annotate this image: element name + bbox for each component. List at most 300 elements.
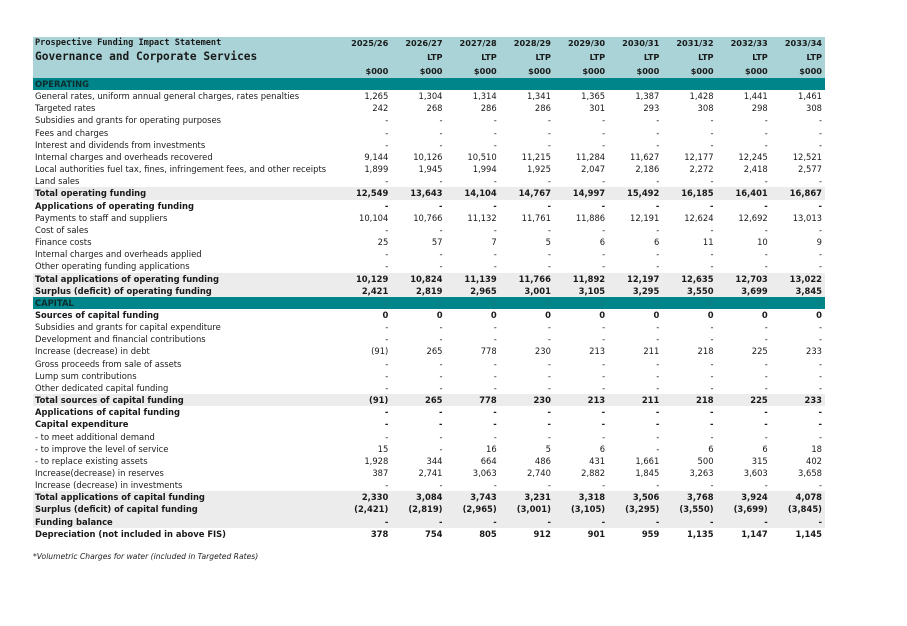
header-spacer	[33, 64, 337, 78]
value-cell: 1,461	[798, 91, 822, 102]
plan-header: LTP	[391, 50, 445, 64]
value-cell: (91)	[371, 346, 389, 357]
row-label: Surplus (deficit) of capital funding	[33, 503, 337, 515]
value-cell: 0	[545, 309, 551, 320]
value-cell: 10,510	[467, 151, 497, 162]
value-cell: 402	[806, 455, 822, 466]
value-cell: -	[710, 249, 714, 260]
value-cell: (2,421)	[337, 503, 391, 515]
value-cell: 3,603	[743, 468, 768, 478]
value-cell: 12,549	[337, 187, 391, 199]
value-cell: 13,013	[792, 212, 822, 223]
value-cell: 11,766	[500, 273, 554, 285]
table-row	[33, 528, 825, 540]
value-cell: -	[764, 370, 768, 381]
value-cell: -	[439, 224, 443, 235]
value-cell: -	[385, 176, 389, 187]
table-row	[33, 394, 825, 406]
value-cell: -	[493, 322, 497, 333]
value-cell	[391, 78, 445, 90]
table-row	[33, 406, 825, 418]
value-cell: -	[439, 370, 443, 381]
table-row	[33, 467, 825, 479]
value-cell: 3,001	[500, 285, 554, 297]
value-cell: -	[818, 431, 822, 442]
value-cell: -	[493, 224, 497, 235]
value-cell: 1,428	[689, 91, 714, 102]
value-cell: -	[710, 322, 714, 333]
value-cell: 5	[545, 237, 551, 248]
value-cell: 13,022	[771, 273, 825, 285]
value-cell: 0	[761, 309, 768, 320]
value-cell: -	[818, 370, 822, 381]
row-label: Fees and charges	[35, 127, 109, 138]
plan-header: LTP	[446, 50, 500, 64]
value-cell: -	[385, 382, 389, 393]
value-cell: -	[655, 419, 660, 430]
table-row	[33, 382, 825, 394]
table-row	[33, 285, 825, 297]
value-cell: -	[717, 516, 771, 528]
table-row	[33, 102, 825, 114]
value-cell: -	[547, 261, 551, 272]
value-cell: -	[439, 419, 443, 430]
row-label: Sources of capital funding	[35, 309, 160, 320]
plan-header: LTP	[554, 50, 608, 64]
year-header: 2026/27	[391, 37, 445, 50]
row-label: Capital expenditure	[35, 419, 129, 430]
unit-header: $000	[717, 64, 771, 78]
year-header: 2030/31	[608, 37, 662, 50]
value-cell: 3,658	[798, 468, 822, 478]
row-label: Gross proceeds from sale of assets	[35, 358, 182, 369]
value-cell: -	[601, 200, 606, 211]
value-cell: -	[385, 322, 389, 333]
value-cell: 3,318	[554, 491, 608, 503]
value-cell: -	[547, 200, 551, 211]
value-cell: -	[710, 176, 714, 187]
value-cell: -	[385, 370, 389, 381]
value-cell: 2,047	[581, 164, 606, 175]
table-row	[33, 175, 825, 187]
value-cell: 293	[643, 103, 660, 114]
value-cell: 4,078	[771, 491, 825, 503]
value-cell: -	[602, 431, 606, 442]
row-label: Lump sum contributions	[35, 370, 137, 381]
value-cell: 11,215	[521, 151, 551, 162]
value-cell: 225	[717, 394, 771, 406]
value-cell: -	[602, 358, 606, 369]
value-cell: -	[764, 334, 768, 345]
value-cell: -	[439, 443, 443, 454]
value-cell: -	[547, 139, 551, 150]
value-cell: 11,886	[575, 212, 606, 223]
table-row	[33, 273, 825, 285]
value-cell: 6	[599, 443, 606, 454]
value-cell: (91)	[337, 394, 391, 406]
value-cell: 12,703	[717, 273, 771, 285]
value-cell: 14,767	[500, 187, 554, 199]
header-row-plan	[33, 50, 825, 64]
unit-header: $000	[608, 64, 662, 78]
value-cell	[608, 78, 662, 90]
table-row	[33, 503, 825, 515]
value-cell: 11,284	[575, 151, 606, 162]
value-cell: 10,129	[337, 273, 391, 285]
value-cell: 1,135	[687, 528, 714, 539]
value-cell: 213	[589, 346, 606, 357]
row-label: Total applications of capital funding	[33, 491, 337, 503]
value-cell: 298	[751, 103, 768, 114]
value-cell: 0	[446, 297, 500, 309]
value-cell: 1,145	[795, 528, 822, 539]
value-cell	[554, 78, 608, 90]
row-label: Land sales	[35, 176, 80, 187]
value-cell: 25	[377, 237, 389, 248]
value-cell: -	[384, 419, 389, 430]
value-cell: -	[656, 370, 660, 381]
value-cell: -	[656, 443, 660, 454]
value-cell: 268	[426, 103, 443, 114]
value-cell: -	[818, 419, 822, 430]
row-label: Internal charges and overheads recovered	[35, 151, 213, 162]
table-row	[33, 163, 825, 175]
value-cell: -	[602, 334, 606, 345]
value-cell: (3,699)	[717, 503, 771, 515]
value-cell: 2,186	[635, 164, 660, 175]
value-cell: 211	[608, 394, 662, 406]
value-cell: -	[656, 249, 660, 260]
value-cell: -	[602, 261, 606, 272]
value-cell: 6	[708, 443, 714, 454]
row-label: Interest and dividends from investments	[35, 139, 206, 150]
value-cell: -	[384, 200, 389, 211]
header-row-years	[33, 37, 825, 50]
table-row	[33, 90, 825, 102]
value-cell: -	[656, 480, 660, 491]
value-cell: -	[710, 115, 714, 126]
year-header: 2028/29	[500, 37, 554, 50]
value-cell: -	[764, 419, 768, 430]
value-cell: 1,441	[743, 91, 768, 102]
value-cell: -	[818, 480, 822, 491]
value-cell: 1,994	[472, 164, 497, 175]
value-cell: -	[493, 200, 497, 211]
value-cell: 901	[587, 528, 606, 539]
row-label: Internal charges and overheads applied	[35, 249, 202, 260]
value-cell: 1,945	[418, 164, 443, 175]
value-cell	[337, 78, 391, 90]
value-cell: -	[764, 480, 768, 491]
value-cell: 6	[762, 443, 768, 454]
value-cell: -	[493, 370, 497, 381]
value-cell: -	[764, 261, 768, 272]
value-cell: 213	[554, 394, 608, 406]
value-cell: 12,191	[630, 212, 660, 223]
unit-header: $000	[662, 64, 716, 78]
table-row	[33, 187, 825, 199]
row-label: Surplus (deficit) of operating funding	[33, 285, 337, 297]
value-cell: -	[656, 261, 660, 272]
row-label: Other dedicated capital funding	[35, 382, 169, 393]
value-cell: 0	[816, 309, 822, 320]
value-cell: -	[547, 407, 551, 418]
table-row	[33, 114, 825, 126]
value-cell: -	[710, 200, 714, 211]
value-cell: -	[818, 176, 822, 187]
table-row	[33, 345, 825, 357]
row-label: Depreciation (not included in above FIS)	[35, 528, 227, 539]
value-cell: -	[500, 516, 554, 528]
value-cell: 0	[771, 297, 825, 309]
row-label: Subsidies and grants for capital expenditure	[35, 322, 221, 333]
value-cell: -	[602, 139, 606, 150]
value-cell: 12,635	[662, 273, 716, 285]
value-cell: -	[710, 127, 714, 138]
value-cell: 11,132	[467, 212, 497, 223]
table-row	[33, 431, 825, 443]
value-cell: -	[656, 127, 660, 138]
value-cell: 778	[480, 346, 497, 357]
unit-header: $000	[554, 64, 608, 78]
value-cell: -	[385, 139, 389, 150]
value-cell: -	[710, 261, 714, 272]
row-label: Other operating funding applications	[35, 261, 190, 272]
value-cell: -	[655, 407, 660, 418]
row-label: Increase (decrease) in investments	[35, 480, 183, 491]
value-cell: -	[764, 322, 768, 333]
row-label: - to improve the level of service	[35, 443, 169, 454]
value-cell: 0	[500, 297, 554, 309]
table-row	[33, 151, 825, 163]
value-cell: -	[764, 127, 768, 138]
value-cell: -	[601, 419, 606, 430]
value-cell: 16,401	[717, 187, 771, 199]
value-cell: -	[446, 516, 500, 528]
value-cell: -	[547, 480, 551, 491]
value-cell: 14,997	[554, 187, 608, 199]
value-cell: -	[385, 249, 389, 260]
value-cell: (3,105)	[554, 503, 608, 515]
value-cell: 3,699	[717, 285, 771, 297]
value-cell: -	[439, 261, 443, 272]
value-cell: -	[547, 431, 551, 442]
row-label: Total applications of operating funding	[33, 273, 337, 285]
value-cell: -	[493, 407, 497, 418]
value-cell: -	[656, 334, 660, 345]
table-row	[33, 491, 825, 503]
value-cell: -	[602, 115, 606, 126]
value-cell: -	[771, 516, 825, 528]
value-cell: -	[656, 139, 660, 150]
value-cell: 805	[479, 528, 497, 539]
value-cell: 7	[491, 237, 497, 248]
value-cell: 265	[426, 346, 443, 357]
value-cell: 9,144	[364, 151, 389, 162]
value-cell: -	[601, 407, 606, 418]
value-cell: 1,387	[635, 91, 660, 102]
value-cell: -	[385, 334, 389, 345]
value-cell: -	[764, 249, 768, 260]
value-cell: 2,577	[798, 164, 822, 175]
value-cell: -	[384, 407, 389, 418]
value-cell: -	[656, 176, 660, 187]
value-cell: -	[710, 407, 714, 418]
unit-header: $000	[337, 64, 391, 78]
value-cell: -	[493, 480, 497, 491]
value-cell: 3,924	[717, 491, 771, 503]
value-cell: -	[547, 370, 551, 381]
value-cell: 233	[806, 346, 822, 357]
value-cell: 0	[554, 297, 608, 309]
value-cell: -	[818, 358, 822, 369]
value-cell: -	[818, 127, 822, 138]
value-cell: -	[764, 139, 768, 150]
row-label: Subsidies and grants for operating purposes	[35, 115, 222, 126]
row-label: Applications of capital funding	[35, 407, 180, 418]
value-cell: 242	[372, 103, 389, 114]
value-cell: -	[385, 127, 389, 138]
value-cell: -	[602, 370, 606, 381]
value-cell: 286	[534, 103, 551, 114]
value-cell: -	[655, 200, 660, 211]
value-cell: 0	[608, 297, 662, 309]
value-cell: 3,063	[472, 468, 497, 478]
value-cell: 1,925	[526, 164, 551, 175]
table-row	[33, 479, 825, 491]
row-label: Targeted rates	[35, 103, 96, 114]
value-cell: 3,084	[391, 491, 445, 503]
value-cell: 959	[641, 528, 660, 539]
value-cell: -	[385, 431, 389, 442]
value-cell: 286	[480, 103, 497, 114]
value-cell: 3,768	[662, 491, 716, 503]
value-cell: 754	[425, 528, 443, 539]
value-cell: -	[710, 224, 714, 235]
value-cell: 3,295	[608, 285, 662, 297]
value-cell: -	[385, 115, 389, 126]
value-cell: -	[547, 419, 551, 430]
value-cell: -	[493, 334, 497, 345]
value-cell: -	[710, 480, 714, 491]
value-cell: -	[385, 261, 389, 272]
value-cell: -	[493, 127, 497, 138]
value-cell: -	[710, 382, 714, 393]
value-cell: -	[656, 431, 660, 442]
row-label: Increase(decrease) in reserves	[35, 468, 164, 478]
value-cell: -	[764, 358, 768, 369]
value-cell: 10	[757, 237, 768, 248]
value-cell: 5	[545, 443, 551, 454]
value-cell: (3,001)	[500, 503, 554, 515]
value-cell: 0	[337, 297, 391, 309]
value-cell: 2,418	[743, 164, 768, 175]
value-cell: -	[764, 382, 768, 393]
value-cell: -	[818, 382, 822, 393]
value-cell: -	[602, 382, 606, 393]
value-cell: -	[493, 176, 497, 187]
table-row	[33, 455, 825, 467]
table-row	[33, 248, 825, 260]
value-cell: 431	[589, 455, 606, 466]
value-cell: -	[710, 431, 714, 442]
value-cell: -	[602, 322, 606, 333]
value-cell: 378	[370, 528, 389, 539]
value-cell: 11,892	[554, 273, 608, 285]
value-cell: -	[547, 249, 551, 260]
value-cell: 6	[599, 237, 606, 248]
value-cell: 664	[480, 455, 497, 466]
value-cell: 308	[806, 103, 822, 114]
plan-header: LTP	[662, 50, 716, 64]
value-cell: 0	[382, 309, 389, 320]
value-cell: -	[493, 382, 497, 393]
year-header: 2031/32	[662, 37, 716, 50]
table-row	[33, 309, 825, 321]
value-cell: (2,965)	[446, 503, 500, 515]
value-cell: 2,740	[526, 468, 551, 478]
value-cell: -	[547, 322, 551, 333]
section-header-row	[33, 78, 825, 90]
row-label: Finance costs	[35, 237, 92, 248]
value-cell: 10,104	[359, 212, 389, 223]
value-cell: 16,185	[662, 187, 716, 199]
value-cell: 500	[697, 455, 714, 466]
value-cell: -	[385, 480, 389, 491]
value-cell: 912	[533, 528, 551, 539]
value-cell: 3,263	[689, 468, 714, 478]
value-cell: -	[818, 249, 822, 260]
value-cell: -	[493, 358, 497, 369]
value-cell: 0	[436, 309, 443, 320]
value-cell: 2,741	[418, 468, 443, 478]
value-cell: 2,330	[337, 491, 391, 503]
year-header: 2033/34	[771, 37, 825, 50]
value-cell: 11,761	[521, 212, 551, 223]
value-cell: 1,314	[472, 91, 497, 102]
value-cell: (2,819)	[391, 503, 445, 515]
value-cell: 387	[372, 468, 389, 478]
value-cell: -	[764, 115, 768, 126]
value-cell	[771, 78, 825, 90]
value-cell: -	[710, 139, 714, 150]
value-cell: 10,766	[413, 212, 443, 223]
row-label: OPERATING	[33, 78, 337, 90]
table-row	[33, 321, 825, 333]
value-cell: 3,231	[500, 491, 554, 503]
value-cell: -	[493, 261, 497, 272]
value-cell: -	[385, 224, 389, 235]
value-cell: 211	[643, 346, 660, 357]
table-row	[33, 370, 825, 382]
unit-header: $000	[446, 64, 500, 78]
table-row	[33, 443, 825, 455]
value-cell: 0	[490, 309, 497, 320]
value-cell: -	[656, 322, 660, 333]
value-cell: 1,265	[364, 91, 389, 102]
value-cell: -	[439, 127, 443, 138]
value-cell: 0	[717, 297, 771, 309]
value-cell: 12,692	[738, 212, 768, 223]
value-cell: -	[818, 322, 822, 333]
value-cell: 12,197	[608, 273, 662, 285]
value-cell: 2,965	[446, 285, 500, 297]
value-cell	[662, 78, 716, 90]
value-cell: 6	[653, 237, 660, 248]
value-cell: -	[764, 200, 768, 211]
row-label: CAPITAL	[33, 297, 337, 309]
value-cell: -	[439, 334, 443, 345]
